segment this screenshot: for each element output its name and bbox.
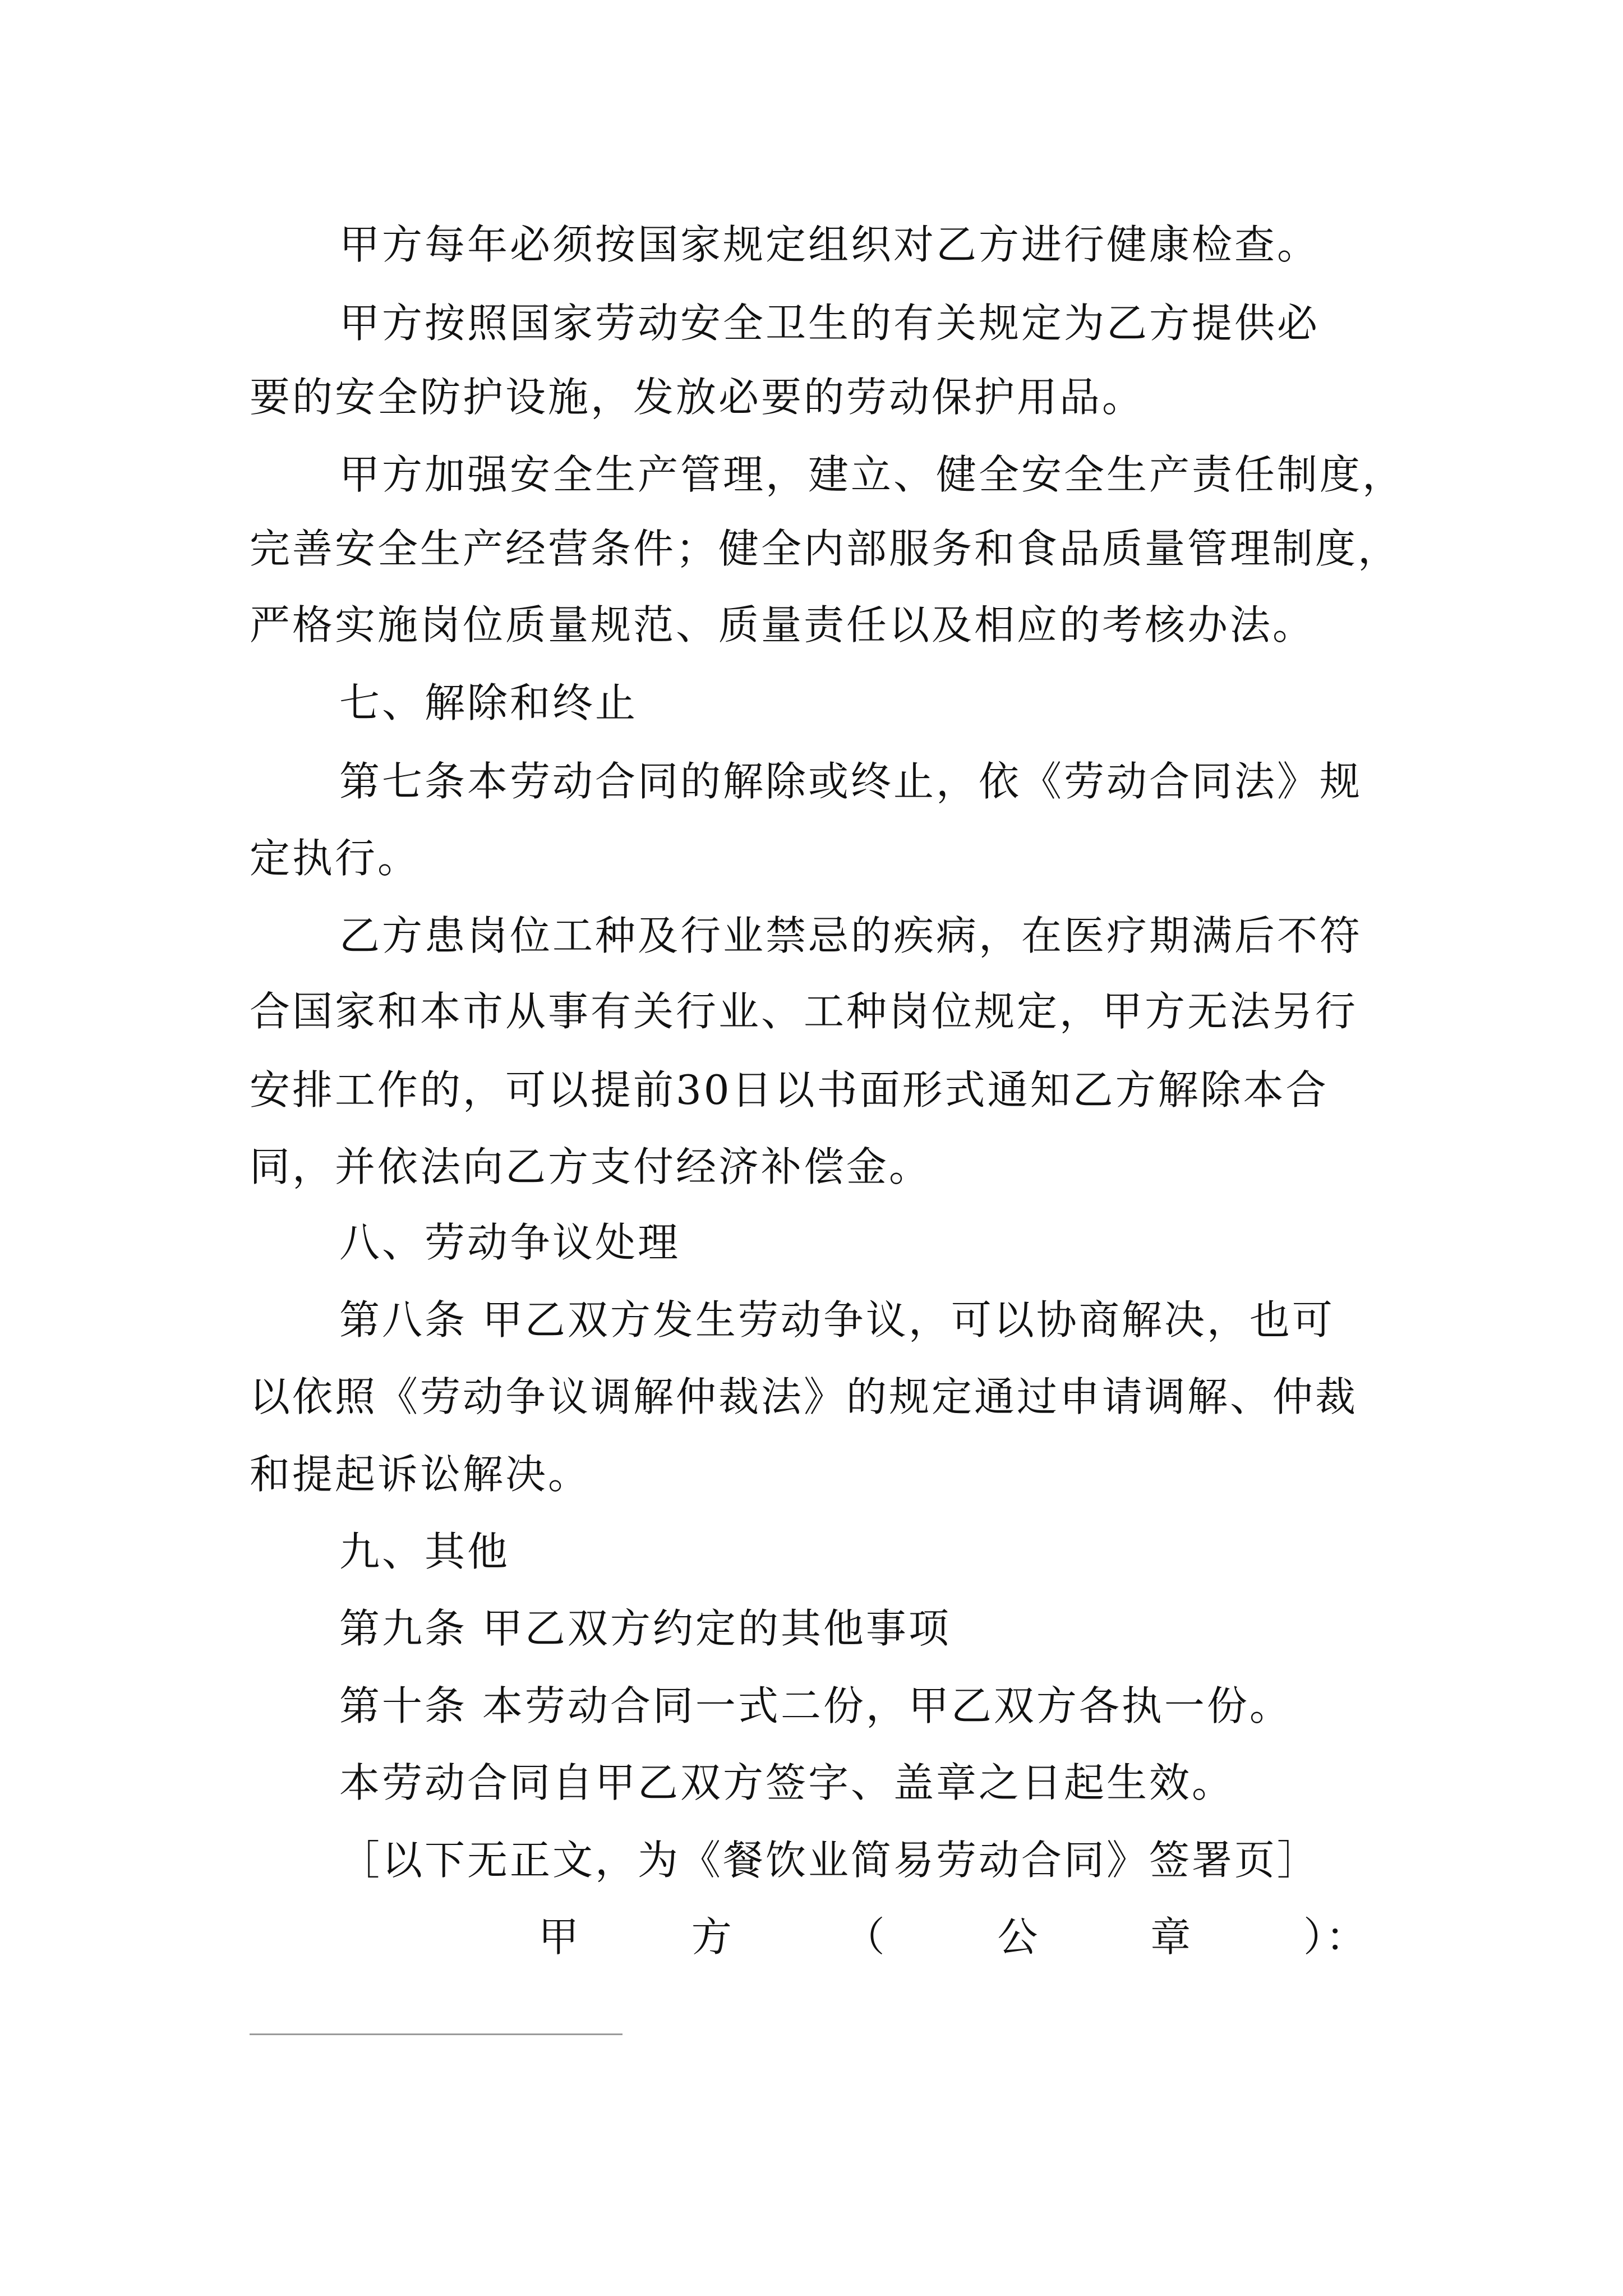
section-heading: 九、其他	[339, 1528, 510, 1575]
paragraph-line: 合国家和本市从事有关行业、工种岗位规定，甲方无法另行	[250, 988, 1358, 1035]
paragraph-line: 同，并依法向乙方支付经济补偿金。	[250, 1143, 932, 1190]
paragraph-line: 安排工作的，可以提前30日以书面形式通知乙方解除本合	[250, 1066, 1329, 1114]
paragraph-line: 本劳动合同自甲乙双方签字、盖章之日起生效。	[339, 1759, 1235, 1806]
paragraph-line: 甲方按照国家劳动安全卫生的有关规定为乙方提供必	[339, 300, 1320, 347]
paragraph-line: ［以下无正文，为《餐饮业简易劳动合同》签署页］	[339, 1837, 1320, 1884]
paragraph-line: 第九条 甲乙双方约定的其他事项	[339, 1605, 951, 1652]
paragraph-line: 严格实施岗位质量规范、质量责任以及相应的考核办法。	[250, 601, 1316, 648]
paragraph-line: 乙方患岗位工种及行业禁忌的疾病，在医疗期满后不符	[339, 912, 1363, 959]
signature-char: ）：	[1303, 1913, 1368, 1961]
paragraph-line: 第十条 本劳动合同一式二份，甲乙双方各执一份。	[339, 1682, 1292, 1729]
paragraph-line: 甲方每年必须按国家规定组织对乙方进行健康检查。	[339, 221, 1320, 268]
paragraph-line: 第八条 甲乙双方发生劳动争议，可以协商解决，也可	[339, 1296, 1335, 1343]
section-heading: 七、解除和终止	[339, 679, 638, 726]
signature-char: 公	[997, 1913, 1040, 1961]
signature-line	[538, 1910, 1368, 1964]
paragraph-line: 和提起诉讼解决。	[250, 1451, 591, 1498]
signature-char: 甲	[538, 1913, 582, 1961]
section-heading: 八、劳动争议处理	[339, 1219, 681, 1266]
paragraph-line: 要的安全防护设施，发放必要的劳动保护用品。	[250, 374, 1145, 421]
signature-char: （	[844, 1913, 887, 1961]
footnote-divider	[250, 2033, 623, 2035]
paragraph-line: 定执行。	[250, 835, 421, 882]
paragraph-line: 以依照《劳动争议调解仲裁法》的规定通过申请调解、仲裁	[250, 1373, 1358, 1420]
signature-char: 方	[691, 1913, 734, 1961]
signature-char: 章	[1150, 1913, 1193, 1961]
paragraph-line: 甲方加强安全生产管理，建立、健全安全生产责任制度，	[339, 451, 1405, 498]
paragraph-line: 完善安全生产经营条件；健全内部服务和食品质量管理制度，	[250, 525, 1401, 572]
paragraph-line: 第七条本劳动合同的解除或终止，依《劳动合同法》规	[339, 758, 1363, 805]
